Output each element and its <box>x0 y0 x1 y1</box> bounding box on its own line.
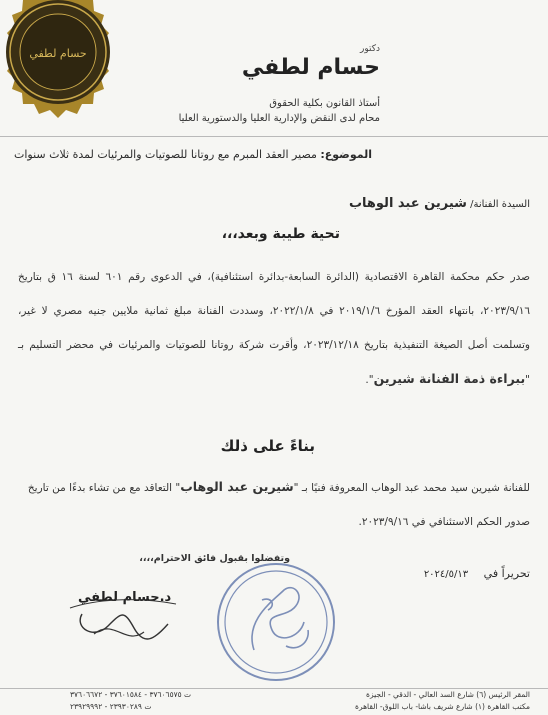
header-divider <box>0 136 548 137</box>
gold-seal-icon <box>0 0 128 122</box>
signature-name: د.حسام لطفي <box>78 590 172 605</box>
seal-name: حسام لطفي <box>29 47 87 60</box>
footer-address-main: المقر الرئيس (٦) شارع السد العالي - الدقي - الجيزة <box>366 690 530 699</box>
addressee-prefix: السيدة الفنانة/ <box>470 199 530 210</box>
signature-block <box>64 588 184 648</box>
subject-label: الموضوع: <box>320 148 372 161</box>
addressee-name: شيرين عبد الوهاب <box>348 196 467 211</box>
author-credentials: محام لدى النقض والإدارية العليا والدستورية العليا <box>178 113 380 124</box>
footer-divider <box>0 688 548 689</box>
body-p2-tail: " التعاقد مع من تشاء بدءًا من تاريخ صدور الحكم الاستئنافي في ٢٠٢٣/٩/١٦. <box>27 482 530 528</box>
greeting: تحية طيبة وبعد،،، <box>221 226 340 242</box>
date-value: ٢٠٢٤/٥/١٣ <box>423 569 469 580</box>
body-p2-text: للفنانة شيرين سيد محمد عبد الوهاب المعروفة فنيًا بـ " <box>293 482 530 494</box>
footer-phones-main: ت ٣٧٦٠٦٥٧٥ - ٣٧٦٠١٥٨٤ - ٣٧٦٠٦٦٧٢ <box>70 690 192 699</box>
body-paragraph-2 <box>18 470 530 539</box>
author-name: حسام لطفي <box>241 55 380 80</box>
addressee <box>349 196 530 211</box>
subject-text: مصير العقد المبرم مع روتانا للصوتيات والمرئيات لمدة ثلاث سنوات <box>13 148 317 161</box>
body-p1-tail: ". <box>365 374 374 386</box>
body-paragraph-1 <box>18 260 530 397</box>
official-stamp-icon <box>214 560 339 685</box>
body-p1-text: صدر حكم محكمة القاهرة الاقتصادية (الدائرة السابعة-بدائرة استئنافية)، في الدعوى رقم ٦٠١ لسنة ١٦ ق بتاريخ ٢٠٢٣/٩/١٦، بانتهاء العقد المؤرخ ٢٠١٩/١/٦ في ٢٠٢٢/١/٨، وسددت الفنانة مبلغ ثمانية ملايين جنيه مصري لا غير، وتسلمت أصل الصيغة التنفيذية بتاريخ ٢٠٢٣/١٢/١٨، وأقرت شركة روتانا للصوتيات والمرئيات في محضر التسليم بـ " <box>18 271 531 386</box>
author-position: أستاذ القانون بكلية الحقوق <box>269 98 380 109</box>
date-line <box>424 567 530 580</box>
closing-line: وتفضلوا بقبول فائق الاحترام،،،، <box>139 553 290 564</box>
footer-address-cairo: مكتب القاهرة (١) شارع شريف باشا- باب اللوق- القاهرة <box>355 702 530 711</box>
footer-phones-cairo: ت ٢٣٩٣٠٢٨٩ - ٢٣٩٢٩٩٩٢ <box>70 702 152 711</box>
subject-line <box>14 148 372 161</box>
date-label: تحريراً في <box>483 567 530 580</box>
conclusion-heading: بناءً على ذلك <box>220 437 315 455</box>
doctor-title: دكتور <box>359 44 380 54</box>
body-p2-emphasis: شيرين عبد الوهاب <box>180 479 294 494</box>
body-p1-emphasis: ببراءة ذمة الفنانة شيرين <box>373 371 526 386</box>
signature-scribble-icon <box>64 588 184 648</box>
